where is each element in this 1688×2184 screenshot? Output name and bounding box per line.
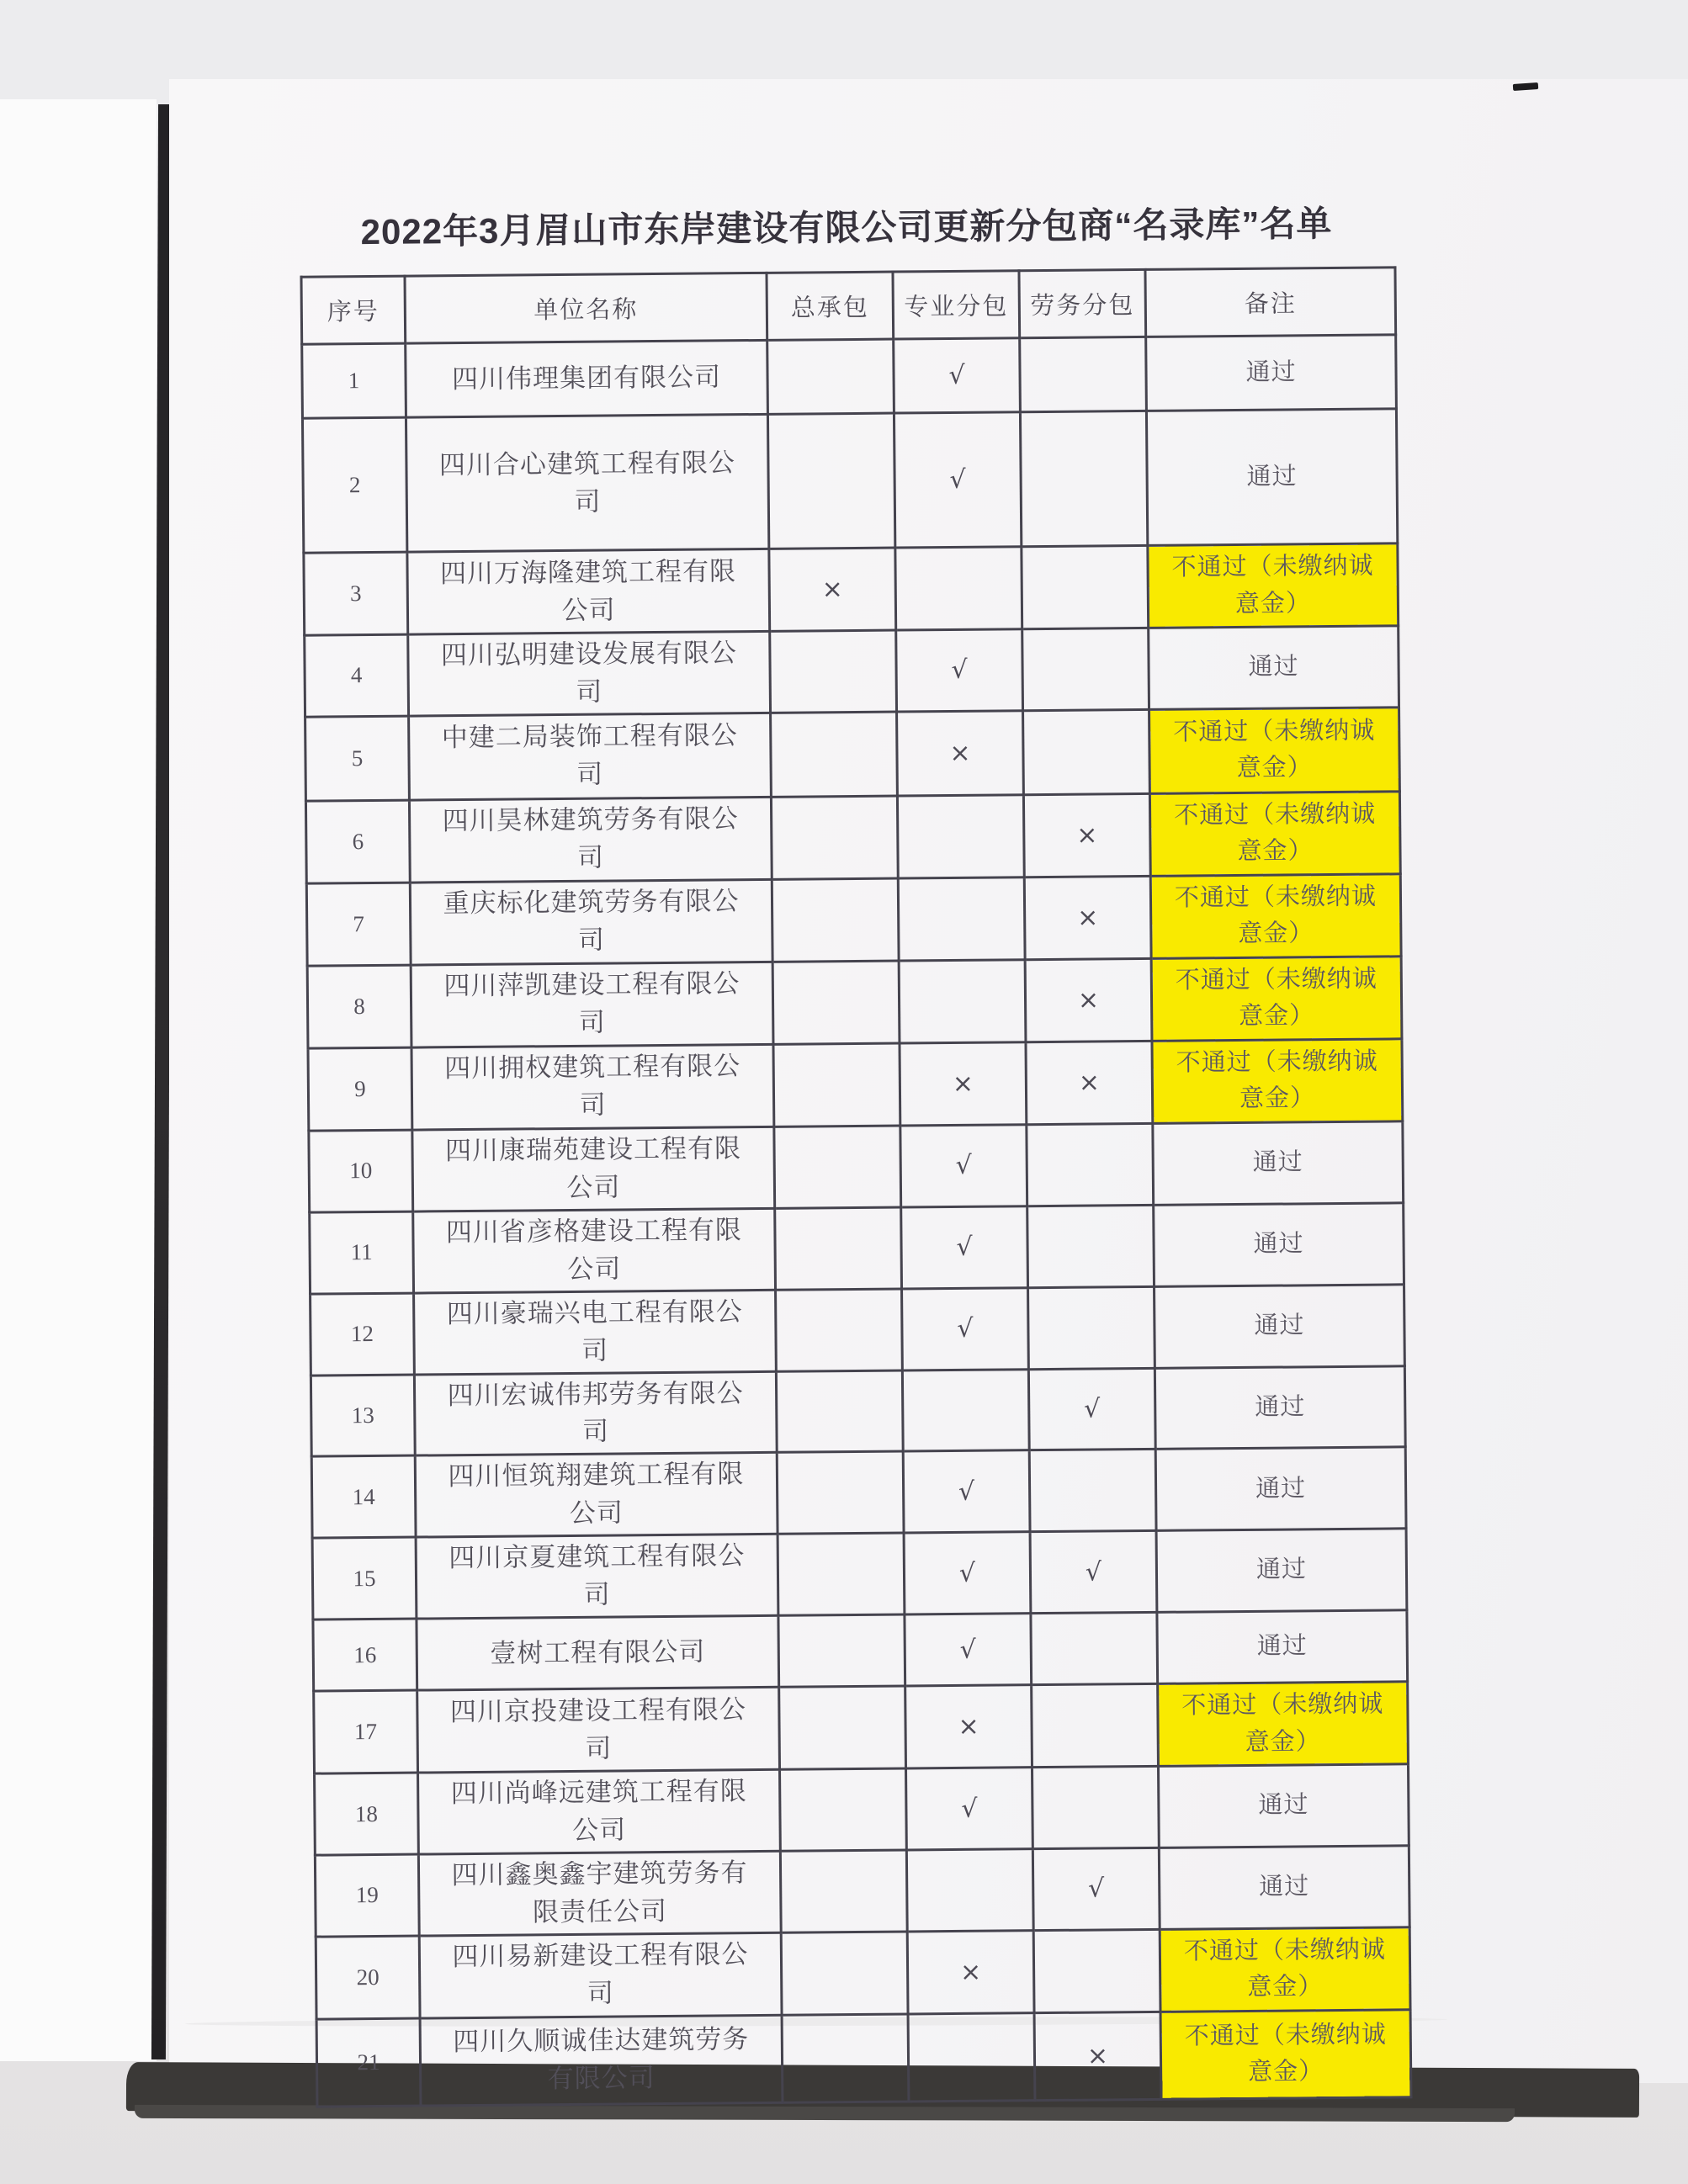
table-row bbox=[309, 1121, 1404, 1212]
serial-number: 17 bbox=[314, 1690, 418, 1773]
mark-labor-subcontract bbox=[1031, 1613, 1158, 1685]
company-name: 四川萍凯建设工程有限公司 bbox=[411, 962, 773, 1047]
mark-general-contract bbox=[767, 339, 894, 414]
serial-number: 19 bbox=[315, 1854, 419, 1937]
mark-professional-subcontract: √ bbox=[901, 1206, 1028, 1288]
table-row bbox=[305, 708, 1400, 801]
mark-general-contract bbox=[770, 630, 897, 713]
mark-labor-subcontract: × bbox=[1025, 958, 1152, 1042]
mark-labor-subcontract: √ bbox=[1032, 1847, 1160, 1930]
mark-labor-subcontract: × bbox=[1023, 793, 1150, 877]
mark-professional-subcontract: √ bbox=[903, 1450, 1030, 1533]
serial-number: 11 bbox=[310, 1211, 414, 1294]
table-body bbox=[302, 335, 1411, 2107]
serial-number: 7 bbox=[306, 883, 411, 966]
remark: 通过 bbox=[1155, 1284, 1405, 1367]
column-header-labor-subcontract: 劳务分包 bbox=[1019, 269, 1146, 337]
serial-number: 8 bbox=[307, 965, 411, 1048]
remark: 不通过（未缴纳诚意金） bbox=[1150, 874, 1401, 959]
mark-general-contract bbox=[773, 1043, 900, 1126]
column-header-professional-subcontract: 专业分包 bbox=[893, 271, 1020, 339]
mark-professional-subcontract bbox=[906, 1849, 1033, 1932]
mark-labor-subcontract bbox=[1029, 1450, 1156, 1532]
mark-labor-subcontract bbox=[1027, 1205, 1155, 1287]
mark-general-contract bbox=[772, 878, 899, 962]
remark: 通过 bbox=[1155, 1365, 1405, 1449]
mark-professional-subcontract: × bbox=[900, 1042, 1027, 1126]
table-row bbox=[305, 792, 1400, 883]
mark-general-contract: × bbox=[769, 548, 896, 631]
table-row bbox=[312, 1529, 1407, 1619]
table-row bbox=[315, 1846, 1409, 1937]
company-name: 四川恒筑翔建筑工程有限公司 bbox=[415, 1453, 778, 1538]
remark: 通过 bbox=[1159, 1846, 1409, 1929]
mark-professional-subcontract: √ bbox=[896, 629, 1023, 712]
company-name: 四川拥权建筑工程有限公司 bbox=[411, 1044, 774, 1130]
table-row bbox=[311, 1284, 1405, 1375]
table-row bbox=[302, 335, 1397, 418]
remark: 不通过（未缴纳诚意金） bbox=[1148, 543, 1399, 628]
mark-general-contract bbox=[775, 1207, 902, 1290]
mark-labor-subcontract: × bbox=[1026, 1041, 1153, 1124]
subcontractor-table bbox=[300, 266, 1412, 2107]
remark: 通过 bbox=[1146, 409, 1397, 546]
serial-number: 21 bbox=[316, 2018, 421, 2107]
remark: 通过 bbox=[1154, 1203, 1404, 1286]
mark-labor-subcontract: √ bbox=[1028, 1368, 1155, 1450]
serial-number: 4 bbox=[305, 634, 409, 717]
table-row bbox=[316, 2010, 1411, 2107]
mark-labor-subcontract bbox=[1022, 628, 1149, 710]
mark-general-contract bbox=[776, 1370, 903, 1453]
company-name: 四川久顺诚佳达建筑劳务有限公司 bbox=[420, 2015, 783, 2106]
remark: 不通过（未缴纳诚意金） bbox=[1151, 957, 1402, 1042]
company-name: 四川省彦格建设工程有限公司 bbox=[413, 1208, 776, 1293]
mark-labor-subcontract bbox=[1028, 1286, 1155, 1369]
table-row bbox=[307, 957, 1402, 1048]
serial-number: 12 bbox=[311, 1293, 415, 1376]
table-row bbox=[306, 874, 1401, 966]
mark-professional-subcontract: √ bbox=[902, 1287, 1029, 1370]
company-name: 中建二局装饰工程有限公司 bbox=[409, 713, 772, 800]
table-row bbox=[311, 1365, 1405, 1456]
mark-professional-subcontract: √ bbox=[904, 1532, 1031, 1614]
company-name: 四川弘明建设发展有限公司 bbox=[408, 631, 771, 716]
mark-professional-subcontract: √ bbox=[900, 1125, 1027, 1207]
company-name: 四川易新建设工程有限公司 bbox=[419, 1932, 782, 2018]
table-row bbox=[310, 1203, 1404, 1294]
column-header-serial: 序号 bbox=[301, 276, 406, 344]
serial-number: 1 bbox=[302, 343, 406, 418]
remark: 通过 bbox=[1157, 1610, 1408, 1684]
mark-labor-subcontract bbox=[1032, 1684, 1159, 1768]
mark-professional-subcontract bbox=[895, 547, 1022, 630]
remark: 不通过（未缴纳诚意金） bbox=[1158, 1682, 1409, 1767]
mark-labor-subcontract bbox=[1020, 337, 1147, 411]
company-name: 四川康瑞苑建设工程有限公司 bbox=[412, 1126, 775, 1211]
remark: 通过 bbox=[1149, 626, 1399, 709]
mark-general-contract bbox=[778, 1614, 905, 1687]
company-name: 四川鑫奥鑫宇建筑劳务有限责任公司 bbox=[418, 1851, 781, 1936]
company-name: 四川尚峰远建筑工程有限公司 bbox=[418, 1769, 781, 1854]
mark-general-contract bbox=[781, 1932, 908, 2015]
mark-labor-subcontract: √ bbox=[1030, 1531, 1157, 1614]
serial-number: 6 bbox=[305, 800, 410, 883]
column-header-remark: 备注 bbox=[1145, 268, 1396, 337]
mark-labor-subcontract bbox=[1022, 545, 1149, 628]
serial-number: 20 bbox=[316, 1936, 420, 2019]
table-header-row bbox=[301, 268, 1396, 344]
mark-labor-subcontract bbox=[1033, 1929, 1160, 2012]
mark-professional-subcontract: √ bbox=[905, 1614, 1032, 1686]
remark: 不通过（未缴纳诚意金） bbox=[1149, 708, 1400, 794]
mark-general-contract bbox=[772, 961, 900, 1044]
company-name: 壹树工程有限公司 bbox=[417, 1615, 779, 1690]
serial-number: 14 bbox=[311, 1455, 416, 1538]
mark-professional-subcontract bbox=[897, 795, 1024, 878]
company-name: 四川京投建设工程有限公司 bbox=[417, 1687, 780, 1773]
table-row bbox=[302, 409, 1397, 553]
mark-professional-subcontract bbox=[902, 1369, 1029, 1451]
company-name: 四川京夏建筑工程有限公司 bbox=[416, 1535, 778, 1619]
mark-professional-subcontract bbox=[898, 877, 1025, 961]
company-name: 四川万海隆建筑工程有限公司 bbox=[407, 549, 770, 634]
remark: 通过 bbox=[1156, 1529, 1407, 1612]
serial-number: 5 bbox=[305, 716, 410, 801]
table-row bbox=[311, 1447, 1406, 1538]
mark-labor-subcontract: × bbox=[1034, 2012, 1161, 2100]
table-row bbox=[315, 1764, 1409, 1855]
mark-professional-subcontract bbox=[908, 2013, 1035, 2102]
column-header-company: 单位名称 bbox=[405, 273, 767, 343]
remark: 不通过（未缴纳诚意金） bbox=[1152, 1039, 1403, 1124]
company-name: 四川合心建筑工程有限公司 bbox=[406, 414, 768, 552]
remark: 通过 bbox=[1158, 1764, 1409, 1847]
mark-general-contract bbox=[777, 1451, 904, 1534]
company-name: 重庆标化建筑劳务有限公司 bbox=[410, 879, 772, 965]
mark-general-contract bbox=[771, 712, 898, 797]
table-row bbox=[313, 1610, 1408, 1691]
mark-professional-subcontract bbox=[899, 960, 1026, 1043]
serial-number: 10 bbox=[309, 1130, 413, 1212]
mark-labor-subcontract: × bbox=[1024, 876, 1151, 959]
mark-general-contract bbox=[779, 1686, 906, 1769]
serial-number: 16 bbox=[313, 1619, 417, 1691]
table-row bbox=[316, 1927, 1410, 2019]
document-title: 2022年3月眉山市东岸建设有限公司更新分包商“名录库”名单 bbox=[360, 204, 1333, 252]
mark-professional-subcontract: × bbox=[897, 711, 1024, 796]
mark-labor-subcontract bbox=[1023, 709, 1150, 794]
mark-general-contract bbox=[782, 2014, 909, 2102]
remark: 不通过（未缴纳诚意金） bbox=[1160, 1927, 1410, 2012]
mark-general-contract bbox=[774, 1126, 901, 1208]
serial-number: 18 bbox=[315, 1773, 419, 1855]
mark-general-contract bbox=[771, 796, 898, 879]
mark-general-contract bbox=[767, 413, 894, 549]
remark: 不通过（未缴纳诚意金） bbox=[1149, 792, 1400, 877]
table-row bbox=[305, 626, 1399, 717]
mark-labor-subcontract bbox=[1020, 411, 1147, 546]
mark-professional-subcontract: × bbox=[905, 1685, 1032, 1768]
remark: 通过 bbox=[1146, 335, 1397, 411]
table-row bbox=[308, 1039, 1403, 1131]
mark-professional-subcontract: √ bbox=[894, 338, 1021, 413]
serial-number: 2 bbox=[302, 417, 406, 553]
company-name: 四川昊林建筑劳务有限公司 bbox=[409, 797, 772, 883]
mark-labor-subcontract bbox=[1032, 1767, 1159, 1849]
table-row bbox=[314, 1682, 1409, 1773]
serial-number: 15 bbox=[312, 1537, 417, 1619]
mark-general-contract bbox=[780, 1768, 907, 1851]
company-name: 四川宏诚伟邦劳务有限公司 bbox=[414, 1371, 777, 1456]
company-name: 四川豪瑞兴电工程有限公司 bbox=[414, 1290, 777, 1375]
company-name: 四川伟理集团有限公司 bbox=[406, 340, 768, 417]
mark-professional-subcontract: × bbox=[907, 1931, 1034, 2014]
mark-general-contract bbox=[776, 1289, 903, 1371]
remark: 通过 bbox=[1153, 1121, 1404, 1205]
mark-labor-subcontract bbox=[1027, 1123, 1154, 1206]
mark-general-contract bbox=[778, 1533, 905, 1615]
serial-number: 9 bbox=[308, 1047, 412, 1131]
mark-general-contract bbox=[780, 1850, 907, 1932]
remark: 通过 bbox=[1155, 1447, 1406, 1530]
column-header-general-contract: 总承包 bbox=[767, 272, 894, 340]
mark-professional-subcontract: √ bbox=[906, 1768, 1033, 1850]
mark-professional-subcontract: √ bbox=[894, 412, 1021, 548]
serial-number: 3 bbox=[304, 552, 408, 635]
remark: 不通过（未缴纳诚意金） bbox=[1160, 2010, 1411, 2100]
serial-number: 13 bbox=[311, 1375, 415, 1457]
table-row bbox=[304, 543, 1399, 635]
